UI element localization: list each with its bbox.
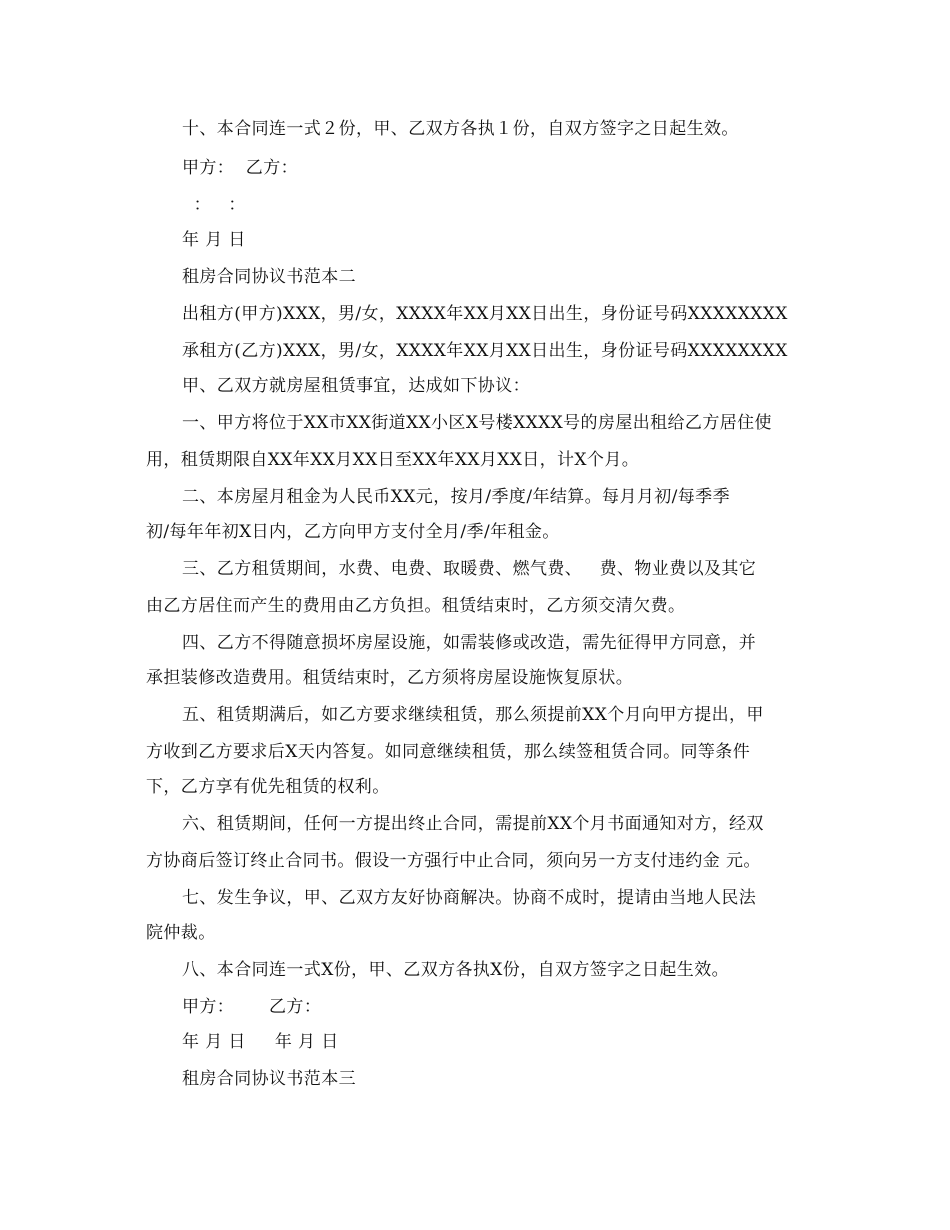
clause-8-effective: 八、本合同连一式X份，甲、乙双方各执X份，自双方签字之日起生效。 <box>182 960 730 980</box>
clause-5-line-2: 方收到乙方要求后X天内答复。如同意继续租赁，那么续签租赁合同。同等条件 <box>146 742 751 762</box>
lessee-info: 承租方(乙方)XXX，男/女，XXXX年XX月XX日出生，身份证号码XXXXXXXX <box>182 341 788 361</box>
clause-3-line-1: 三、乙方租赁期间，水费、电费、取暖费、燃气费、 费、物业费以及其它 <box>182 559 757 579</box>
clause-10-effective: 十、本合同连一式２份，甲、乙双方各执１份，自双方签字之日起生效。 <box>182 119 739 139</box>
signature-colons: ： ： <box>182 195 246 215</box>
clause-3-line-2: 由乙方居住而产生的费用由乙方负担。租赁结束时，乙方须交清欠费。 <box>146 596 686 616</box>
clause-5-line-3: 下，乙方享有优先租赁的权利。 <box>146 777 390 797</box>
clause-5-line-1: 五、租赁期满后，如乙方要求继续租赁，那么须提前XX个月向甲方提出，甲 <box>182 705 764 725</box>
agreement-intro: 甲、乙双方就房屋租赁事宜，达成如下协议： <box>182 376 530 396</box>
signature-dates-2: 年 月 日 年 月 日 <box>182 1032 339 1052</box>
section-title-2: 租房合同协议书范本二 <box>182 267 356 287</box>
section-title-3: 租房合同协议书范本三 <box>182 1069 356 1089</box>
clause-6-line-1: 六、租赁期间，任何一方提出终止合同，需提前XX个月书面通知对方，经双 <box>182 814 764 834</box>
clause-7-line-2: 院仲裁。 <box>146 923 216 943</box>
clause-2-line-1: 二、本房屋月租金为人民币XX元，按月/季度/年结算。每月月初/每季季 <box>182 487 730 507</box>
clause-7-line-1: 七、发生争议，甲、乙双方友好协商解决。协商不成时，提请由当地人民法 <box>182 888 757 908</box>
signature-date: 年 月 日 <box>182 230 246 250</box>
lessor-info: 出租方(甲方)XXX，男/女，XXXX年XX月XX日出生，身份证号码XXXXXXXX <box>182 304 788 324</box>
signature-parties: 甲方： 乙方： <box>182 158 299 178</box>
signature-parties-2: 甲方： 乙方： <box>182 997 322 1017</box>
clause-6-line-2: 方协商后签订终止合同书。假设一方强行中止合同，须向另一方支付违约金 元。 <box>146 851 761 871</box>
clause-1-line-2: 用，租赁期限自XX年XX月XX日至XX年XX月XX日，计X个月。 <box>146 450 640 470</box>
clause-4-line-1: 四、乙方不得随意损坏房屋设施，如需装修或改造，需先征得甲方同意，并 <box>182 633 757 653</box>
clause-2-line-2: 初/每年年初X日内，乙方向甲方支付全月/季/年租金。 <box>146 522 560 542</box>
clause-4-line-2: 承担装修改造费用。租赁结束时，乙方须将房屋设施恢复原状。 <box>146 668 634 688</box>
clause-1-line-1: 一、甲方将位于XX市XX街道XX小区X号楼XXXX号的房屋出租给乙方居住使 <box>182 413 772 433</box>
